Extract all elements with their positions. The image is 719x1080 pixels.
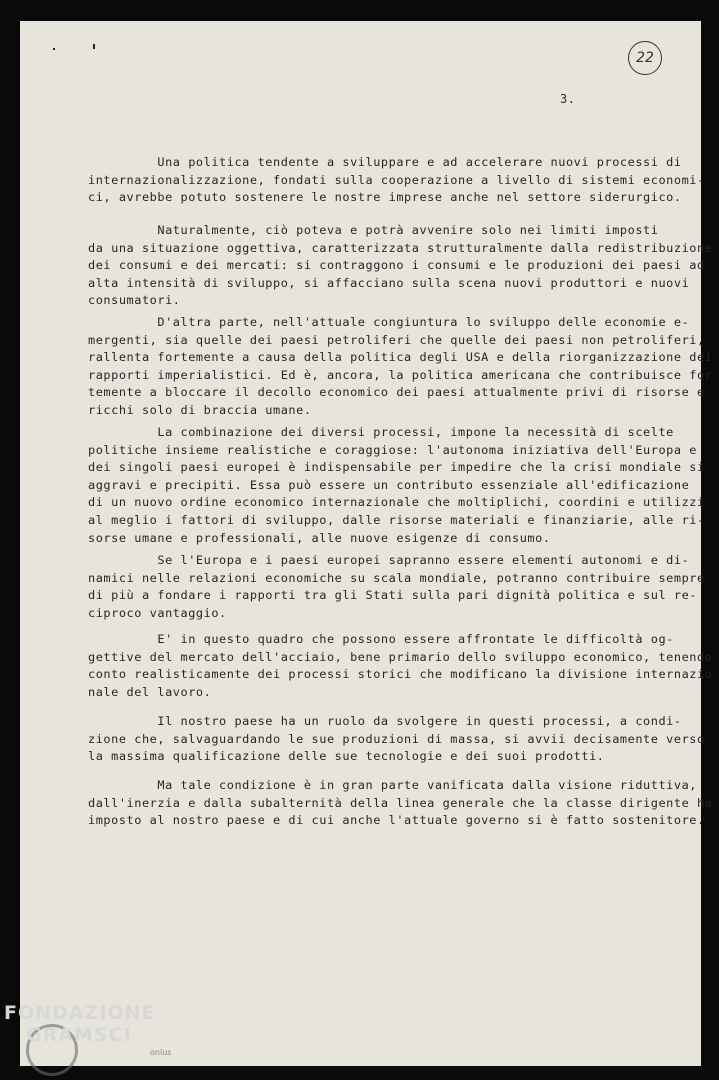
text-line: ci, avrebbe potuto sostenere le nostre imprese anche nel settore siderurgico.	[88, 190, 682, 205]
text-line: dei singoli paesi europei è indispensabile per impedire che la crisi mondiale si	[88, 460, 705, 475]
text-line: di più a fondare i rapporti tra gli Stati sulla pari dignità politica e sul re-	[88, 588, 697, 603]
text-line: namici nelle relazioni economiche su scala mondiale, potranno contribuire sempre	[88, 570, 705, 585]
text-line: politiche insieme realistiche e coraggiose: l'autonoma iniziativa dell'Europa e	[88, 442, 697, 457]
text-line: Ma tale condizione è in gran parte vanificata dalla visione riduttiva,	[88, 778, 697, 792]
watermark-line-2: GRAMSCI	[26, 1024, 132, 1046]
text-line: gettive del mercato dell'acciaio, bene primario dello sviluppo economico, tenendo	[88, 649, 713, 664]
text-line: Il nostro paese ha un ruolo da svolgere in questi processi, a condi-	[88, 714, 682, 728]
paragraph-7	[88, 713, 705, 766]
text-line: da una situazione oggettiva, caratterizzata strutturalmente dalla redistribuzione	[88, 240, 713, 255]
text-line: di un nuovo ordine economico internazionale che moltiplichi, coordini e utilizzi	[88, 495, 705, 510]
text-line: La combinazione dei diversi processi, impone la necessità di scelte	[88, 425, 674, 439]
ink-speck	[93, 44, 95, 49]
text-line: mergenti, sia quelle dei paesi petroliferi che quelle dei paesi non petroliferi,	[88, 332, 705, 347]
text-line: la massima qualificazione delle sue tecnologie e dei suoi prodotti.	[88, 749, 605, 764]
text-line: rapporti imperialistici. Ed è, ancora, la politica americana che contribuisce for	[88, 367, 713, 382]
text-line: ricchi solo di braccia umane.	[88, 402, 312, 417]
text-line: rallenta fortemente a causa della politica degli USA e della riorganizzazione dei	[88, 350, 713, 365]
text-line: dei consumi e dei mercati: si contraggono i consumi e le produzioni dei paesi ad	[88, 258, 705, 273]
folio-number-circled: 22	[628, 41, 662, 75]
text-line: zione che, salvaguardando le sue produzioni di massa, si avvii decisamente verso	[88, 731, 705, 746]
text-line: D'altra parte, nell'attuale congiuntura lo sviluppo delle economie e-	[88, 315, 690, 329]
paragraph-6	[88, 631, 712, 701]
text-line: temente a bloccare il decollo economico dei paesi attualmente privi di risorse e	[88, 385, 705, 400]
text-line: Naturalmente, ciò poteva e potrà avvenire solo nei limiti imposti	[88, 223, 659, 237]
paragraph-2	[88, 222, 712, 310]
text-line: ciproco vantaggio.	[88, 605, 227, 620]
paragraph-5	[88, 552, 705, 622]
text-line: al meglio i fattori di sviluppo, dalle risorse materiali e finanziarie, alle ri-	[88, 512, 705, 527]
watermark-tag: onlus	[150, 1048, 172, 1057]
text-line: Se l'Europa e i paesi europei sapranno essere elementi autonomi e di-	[88, 553, 690, 567]
text-line: sorse umane e professionali, alle nuove esigenze di consumo.	[88, 530, 551, 545]
paragraph-3	[88, 314, 712, 420]
text-line: imposto al nostro paese e di cui anche l'attuale governo si è fatto sostenitore.	[88, 813, 705, 828]
text-line: Una politica tendente a sviluppare e ad accelerare nuovi processi di	[88, 155, 682, 169]
watermark-line-1: FONDAZIONE	[4, 1002, 156, 1024]
text-line: E' in questo quadro che possono essere affrontate le difficoltà og-	[88, 632, 674, 646]
text-line: conto realisticamente dei processi storici che modificano la divisione internazio	[88, 667, 713, 682]
text-line: internazionalizzazione, fondati sulla cooperazione a livello di sistemi economi-	[88, 172, 705, 187]
text-line: dall'inerzia e dalla subalternità della linea generale che la classe dirigente ha	[88, 795, 713, 810]
text-line: alta intensità di sviluppo, si affacciano sulla scena nuovi produttori e nuovi	[88, 275, 690, 290]
page-number: 3.	[560, 92, 576, 106]
paragraph-8	[88, 777, 712, 830]
text-line: nale del lavoro.	[88, 684, 212, 699]
paragraph-1	[88, 154, 705, 207]
paragraph-4	[88, 424, 705, 547]
text-line: aggravi e precipiti. Essa può essere un contributo essenziale all'edificazione	[88, 477, 690, 492]
watermark-logo	[4, 1002, 155, 1046]
text-line: consumatori.	[88, 293, 181, 308]
ink-speck	[53, 48, 55, 50]
